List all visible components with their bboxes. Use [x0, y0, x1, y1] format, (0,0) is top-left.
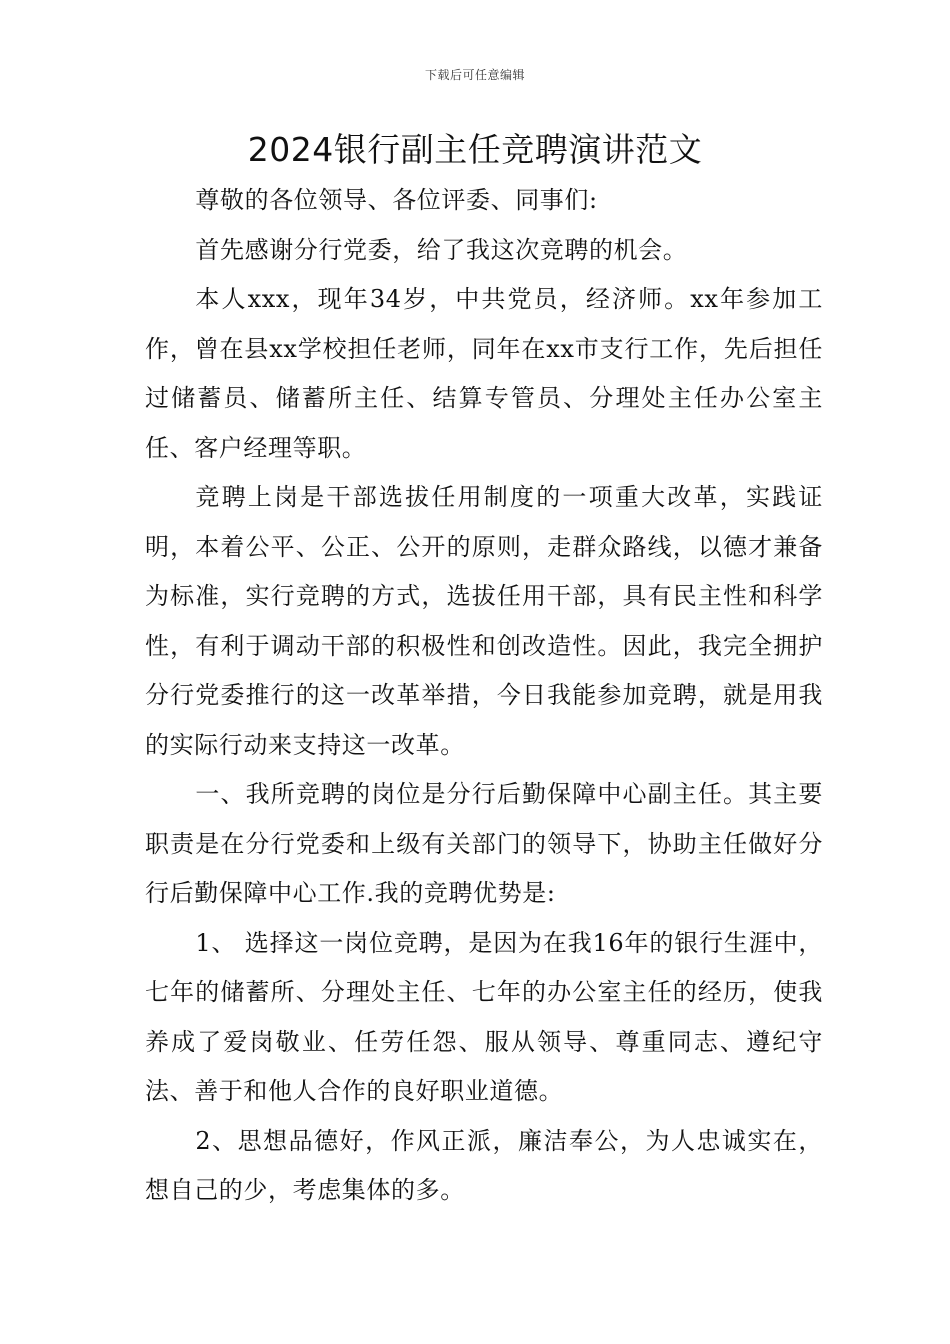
paragraph-reform-support: 竞聘上岗是干部选拔任用制度的一项重大改革，实践证明，本着公平、公正、公开的原则，走群众路线，以德才兼备为标准，实行竞聘的方式，选拔任用干部，具有民主性和科学性，有利于调动干部的积极性和创改造性。因此，我完全拥护分行党委推行的这一改革举措，今日我能参加竞聘，就是用我的实际行动来支持这一改革。	[145, 483, 823, 759]
paragraph-position: 一、我所竞聘的岗位是分行后勤保障中心副主任。其主要职责是在分行党委和上级有关部门的领导下，协助主任做好分行后勤保障中心工作.我的竞聘优势是:	[145, 780, 823, 907]
paragraph-advantage-2: 2、思想品德好，作风正派，廉洁奉公，为人忠诚实在，想自己的少，考虑集体的多。	[145, 1126, 823, 1204]
paragraph-salutation: 尊敬的各位领导、各位评委、同事们:	[195, 186, 598, 214]
header-note: 下载后可任意编辑	[424, 68, 525, 82]
paragraph-self-introduction: 本人xxx，现年34岁，中共党员，经济师。xx年参加工作，曾在县xx学校担任老师，同年在xx市支行工作，先后担任过储蓄员、储蓄所主任、结算专管员、分理处主任办公室主任、客户经理等职。	[145, 285, 823, 462]
document-title: 2024银行副主任竞聘演讲范文	[247, 130, 703, 169]
paragraph-thanks: 首先感谢分行党委，给了我这次竞聘的机会。	[195, 235, 688, 264]
document-body	[145, 176, 823, 1216]
paragraph-advantage-1: 1、 选择这一岗位竞聘，是因为在我16年的银行生涯中，七年的储蓄所、分理处主任、七年的办公室主任的经历，使我养成了爱岗敬业、任劳任怨、服从领导、尊重同志、遵纪守法、善于和他人合作的良好职业道德。	[145, 928, 823, 1105]
